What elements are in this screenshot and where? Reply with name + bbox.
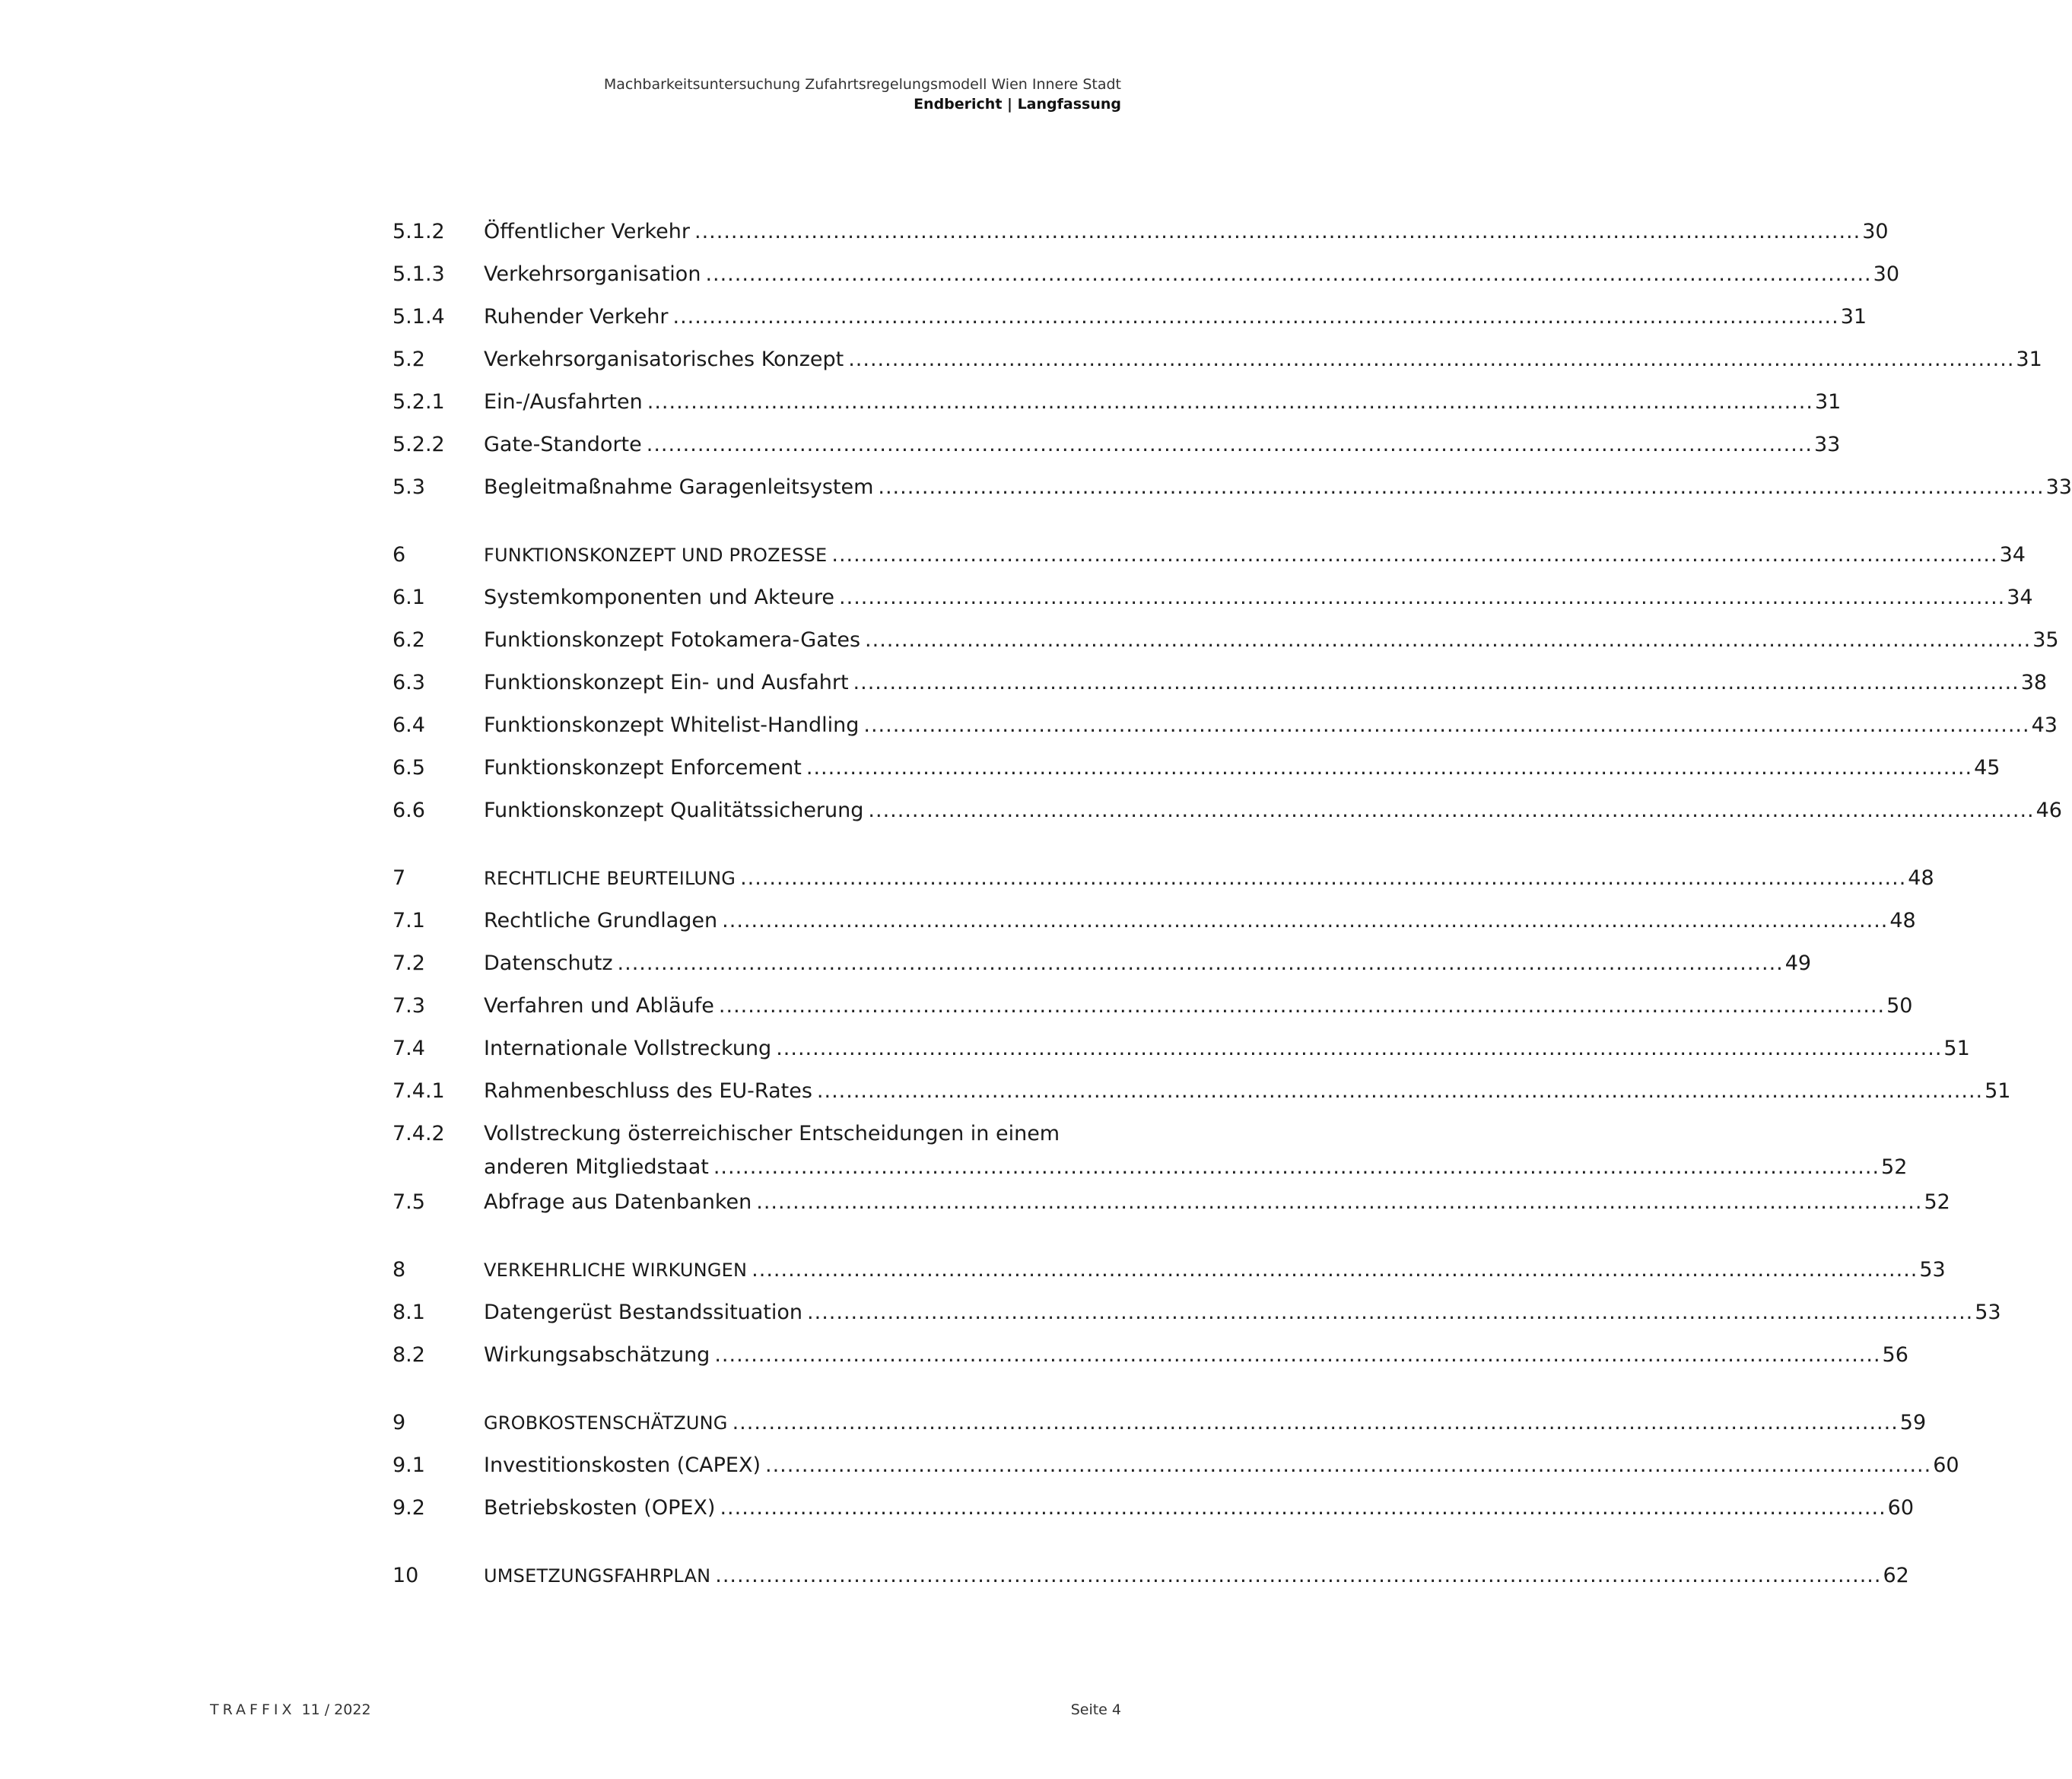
toc-entry-5-1-2[interactable] <box>392 215 1889 258</box>
toc-page-number: 48 <box>1889 909 1916 932</box>
toc-leader-dots <box>733 1406 1899 1440</box>
toc-page-number: 60 <box>1887 1496 1915 1520</box>
toc-entry-6-3[interactable] <box>392 666 2048 709</box>
toc-title: Funktionskonzept Whitelist-Handling <box>484 713 860 737</box>
toc-title: Funktionskonzept Qualitätssicherung <box>484 799 864 822</box>
toc-title: Ruhender Verkehr <box>484 305 669 329</box>
toc-entry-7-4-2[interactable] <box>392 1117 1908 1186</box>
toc-number: 5.2 <box>392 348 425 371</box>
toc-entry-6-6[interactable] <box>392 794 2062 837</box>
toc-number: 8.1 <box>392 1301 425 1324</box>
toc-page-number: 48 <box>1908 866 1934 890</box>
toc-title: FUNKTIONSKONZEPT UND PROZESSE <box>484 545 828 566</box>
toc-page-number: 35 <box>2032 628 2059 652</box>
toc-leader-dots <box>817 1075 1983 1108</box>
footer-date: 11 / 2022 <box>301 1701 371 1718</box>
toc-title: UMSETZUNGSFAHRPLAN <box>484 1565 711 1587</box>
toc-leader-dots <box>865 624 2031 657</box>
toc-page-number: 30 <box>1862 220 1889 243</box>
toc-leader-dots <box>848 343 2014 376</box>
toc-leader-dots <box>647 428 1813 462</box>
toc-number: 6.1 <box>392 586 425 609</box>
toc-title: Rechtliche Grundlagen <box>484 909 718 932</box>
toc-entry-8-2[interactable] <box>392 1339 1908 1381</box>
header-report-type: Endbericht | Langfassung <box>914 96 1121 113</box>
toc-title: Öffentlicher Verkehr <box>484 220 691 243</box>
toc-entry-7-4-1[interactable] <box>392 1075 2011 1117</box>
toc-leader-dots <box>713 1151 1880 1184</box>
toc-entry-9-1[interactable] <box>392 1449 1959 1492</box>
toc-title: VERKEHRLICHE WIRKUNGEN <box>484 1260 748 1281</box>
toc-page-number: 43 <box>2031 713 2058 737</box>
toc-entry-7-4[interactable] <box>392 1032 1970 1075</box>
toc-title: Datenschutz <box>484 951 613 975</box>
toc-title: Datengerüst Bestandssituation <box>484 1301 803 1324</box>
toc-entry-8-1[interactable] <box>392 1296 2001 1339</box>
toc-leader-dots <box>720 1492 1886 1525</box>
toc-leader-dots <box>705 258 1871 291</box>
toc-number: 5.3 <box>392 475 425 499</box>
toc-page-number: 62 <box>1883 1564 1909 1587</box>
toc-page-number: 31 <box>2016 348 2042 371</box>
toc-title: Rahmenbeschluss des EU-Rates <box>484 1079 812 1103</box>
toc-leader-dots <box>673 300 1839 334</box>
toc-page-number: 59 <box>1899 1411 1927 1434</box>
toc-leader-dots <box>853 666 2020 700</box>
toc-entry-10[interactable] <box>392 1559 1909 1602</box>
toc-page-number: 56 <box>1882 1343 1908 1367</box>
toc-title: Ein-/Ausfahrten <box>484 390 643 414</box>
toc-title: Abfrage aus Datenbanken <box>484 1190 752 1214</box>
toc-number: 9 <box>392 1411 406 1434</box>
toc-page-number: 34 <box>1999 543 2026 567</box>
toc-leader-dots <box>740 862 1906 895</box>
header-document-title: Machbarkeitsuntersuchung Zufahrtsregelungsmodell Wien Innere Stadt <box>603 76 1121 93</box>
footer-brand: TRAFFIX <box>210 1701 296 1718</box>
toc-page-number: 60 <box>1933 1453 1959 1477</box>
toc-page-number: 46 <box>2035 799 2062 822</box>
toc-entry-7[interactable] <box>392 862 1934 904</box>
toc-title-line1: Vollstreckung österreichischer Entscheidungen in einem <box>484 1122 1060 1145</box>
toc-entry-8[interactable] <box>392 1253 1946 1296</box>
toc-title: Investitionskosten (CAPEX) <box>484 1453 761 1477</box>
toc-leader-dots <box>715 1559 1881 1593</box>
toc-title: Verfahren und Abläufe <box>484 994 714 1018</box>
toc-entry-5-2-1[interactable] <box>392 386 1842 428</box>
toc-title: Systemkomponenten und Akteure <box>484 586 835 609</box>
toc-title: Verkehrsorganisatorisches Konzept <box>484 348 844 371</box>
toc-leader-dots <box>806 751 1972 785</box>
toc-leader-dots <box>776 1032 1942 1066</box>
toc-page-number: 38 <box>2020 671 2048 694</box>
toc-title: GROBKOSTENSCHÄTZUNG <box>484 1412 728 1434</box>
toc-number: 9.2 <box>392 1496 425 1520</box>
toc-title: Funktionskonzept Ein- und Ausfahrt <box>484 671 849 694</box>
toc-leader-dots <box>647 386 1813 419</box>
toc-title: RECHTLICHE BEURTEILUNG <box>484 868 736 889</box>
toc-page-number: 51 <box>1985 1079 2011 1103</box>
toc-leader-dots <box>618 947 1784 980</box>
toc-page-number: 30 <box>1873 262 1899 286</box>
toc-leader-dots <box>868 794 2034 828</box>
toc-number: 7.1 <box>392 909 425 932</box>
toc-page-number: 49 <box>1784 951 1812 975</box>
toc-leader-dots <box>807 1296 1973 1329</box>
toc-number: 7.4.1 <box>392 1079 445 1103</box>
toc-entry-6-4[interactable] <box>392 709 2058 751</box>
toc-number: 6.4 <box>392 713 425 737</box>
toc-page-number: 52 <box>1924 1190 1950 1214</box>
toc-title-line2: anderen Mitgliedstaat <box>484 1155 709 1179</box>
toc-entry-7-3[interactable] <box>392 990 1913 1032</box>
toc-entry-5-3[interactable] <box>392 471 2072 513</box>
toc-number: 6.3 <box>392 671 425 694</box>
toc-number: 7.3 <box>392 994 425 1018</box>
toc-entry-5-1-4[interactable] <box>392 300 1867 343</box>
toc-page-number: 50 <box>1886 994 1913 1018</box>
toc-page-number: 53 <box>1919 1258 1946 1282</box>
toc-entry-9-2[interactable] <box>392 1492 1915 1534</box>
footer-page-number: Seite 4 <box>1070 1701 1121 1718</box>
toc-leader-dots <box>839 581 2005 615</box>
toc-entry-6-2[interactable] <box>392 624 2059 666</box>
toc-number: 5.2.1 <box>392 390 445 414</box>
toc-entry-7-2[interactable] <box>392 947 1812 990</box>
toc-title: Funktionskonzept Enforcement <box>484 756 802 780</box>
toc-page-number: 34 <box>2007 586 2033 609</box>
toc-number: 6.6 <box>392 799 425 822</box>
toc-leader-dots <box>831 538 1997 572</box>
toc-page-number: 52 <box>1881 1155 1908 1179</box>
toc-title: Verkehrsorganisation <box>484 262 701 286</box>
toc-number: 10 <box>392 1564 419 1587</box>
toc-leader-dots <box>878 471 2044 504</box>
toc-number: 7.4 <box>392 1037 425 1060</box>
toc-page-number: 33 <box>1813 433 1841 456</box>
page-footer-left <box>210 1701 371 1718</box>
toc-title: Internationale Vollstreckung <box>484 1037 772 1060</box>
toc-leader-dots <box>722 904 1888 938</box>
toc-number: 6.2 <box>392 628 425 652</box>
toc-entry-6-5[interactable] <box>392 751 2000 794</box>
toc-leader-dots <box>694 215 1861 249</box>
toc-page-number: 51 <box>1943 1037 1970 1060</box>
toc-leader-dots <box>752 1253 1918 1287</box>
toc-number: 5.2.2 <box>392 433 445 456</box>
toc-page-number: 45 <box>1974 756 2000 780</box>
toc-page-number: 31 <box>1840 305 1867 329</box>
toc-number: 8.2 <box>392 1343 425 1367</box>
page-header <box>604 75 1121 114</box>
toc-entry-6-1[interactable] <box>392 581 2033 624</box>
toc-entry-6[interactable] <box>392 538 2026 581</box>
toc-page-number: 53 <box>1975 1301 2001 1324</box>
toc-title: Betriebskosten (OPEX) <box>484 1496 716 1520</box>
toc-number: 7.2 <box>392 951 425 975</box>
toc-entry-5-2[interactable] <box>392 343 2042 386</box>
toc-entry-7-5[interactable] <box>392 1186 1950 1228</box>
toc-title: Wirkungsabschätzung <box>484 1343 710 1367</box>
toc-number: 5.1.3 <box>392 262 445 286</box>
toc-leader-dots <box>719 990 1885 1023</box>
table-of-contents <box>392 215 2072 1602</box>
toc-page-number: 31 <box>1814 390 1842 414</box>
toc-number: 5.1.2 <box>392 220 445 243</box>
toc-leader-dots <box>863 709 2029 742</box>
toc-title: Begleitmaßnahme Garagenleitsystem <box>484 475 874 499</box>
toc-entry-5-2-2[interactable] <box>392 428 1841 471</box>
toc-page-number: 33 <box>2045 475 2072 499</box>
toc-number: 8 <box>392 1258 406 1282</box>
toc-title: Gate-Standorte <box>484 433 642 456</box>
toc-title: Funktionskonzept Fotokamera-Gates <box>484 628 861 652</box>
toc-leader-dots <box>756 1186 1922 1219</box>
toc-entry-5-1-3[interactable] <box>392 258 1899 300</box>
toc-entry-7-1[interactable] <box>392 904 1916 947</box>
toc-number: 6 <box>392 543 406 567</box>
toc-leader-dots <box>765 1449 1931 1482</box>
toc-number: 7 <box>392 866 406 890</box>
toc-number: 7.5 <box>392 1190 425 1214</box>
toc-leader-dots <box>714 1339 1880 1372</box>
toc-number: 6.5 <box>392 756 425 780</box>
toc-number: 7.4.2 <box>392 1122 445 1145</box>
toc-number: 9.1 <box>392 1453 425 1477</box>
toc-entry-9[interactable] <box>392 1406 1927 1449</box>
toc-number: 5.1.4 <box>392 305 445 329</box>
